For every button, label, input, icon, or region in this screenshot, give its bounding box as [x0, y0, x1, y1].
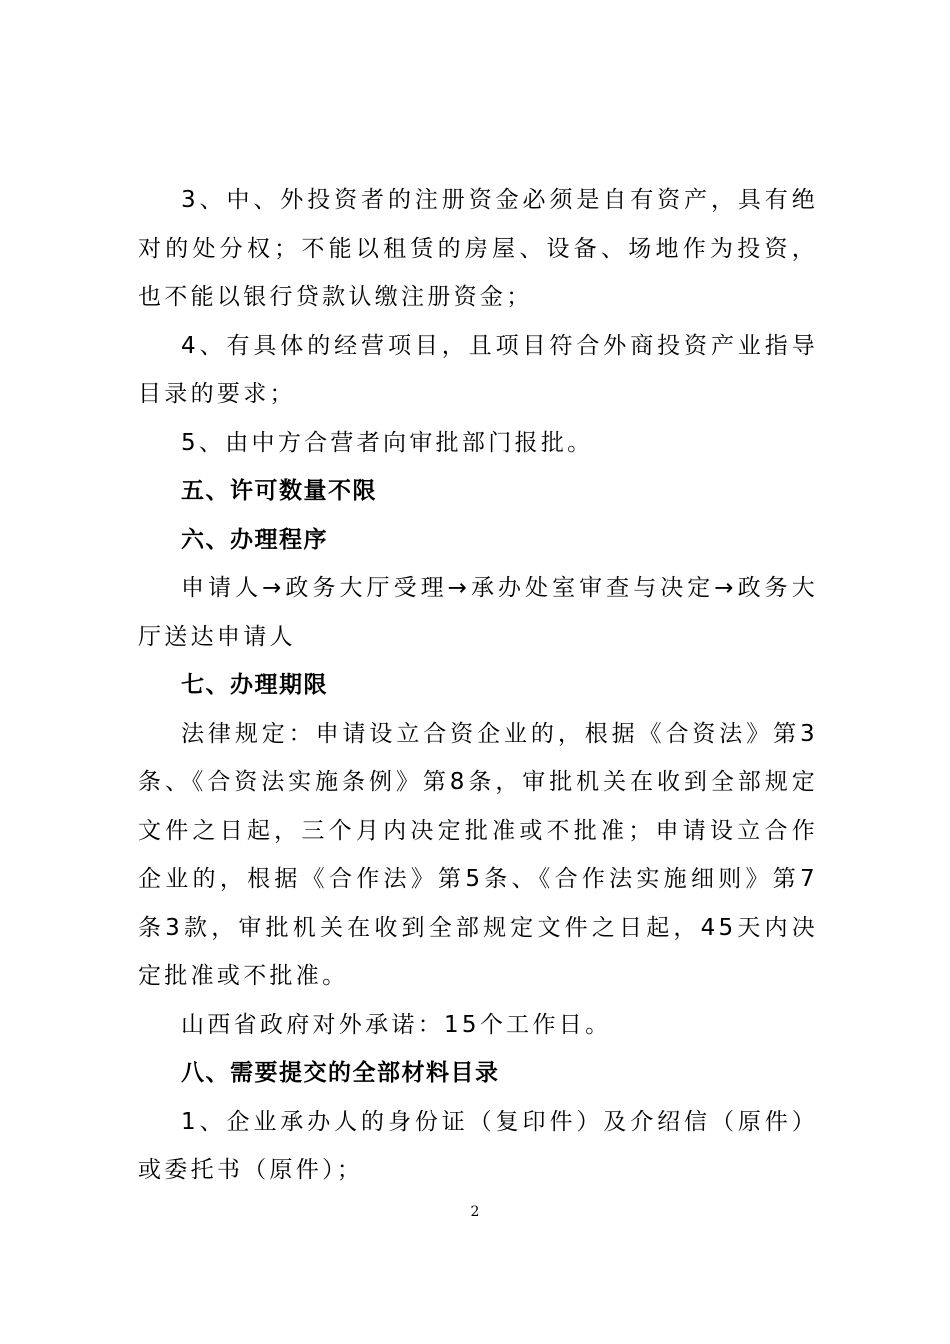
page-number: 2 — [470, 1204, 480, 1220]
paragraph-item-3-capital: 3、中、外投资者的注册资金必须是自有资产，具有绝对的处分权；不能以租赁的房屋、设备、场地作为投资，也不能以银行贷款认缴注册资金； — [138, 187, 818, 310]
heading-section-6: 六、办理程序 — [181, 526, 328, 553]
paragraph-item-5-approval: 5、由中方合营者向审批部门报批。 — [181, 429, 594, 456]
paragraph-provincial-commitment: 山西省政府对外承诺：15个工作日。 — [181, 1011, 612, 1038]
document-body — [138, 176, 818, 1195]
heading-section-5: 五、许可数量不限 — [181, 478, 377, 504]
paragraph-legal-deadline: 法律规定：申请设立合资企业的，根据《合资法》第3条、《合资法实施条例》第8条，审批机关在收到全部规定文件之日起，三个月内决定批准或不批准；申请设立合作企业的，根据《合作法》第5条、《合作法实施细则》第7条3款，审批机关在收到全部规定文件之日起，45天内决定批准或不批准。 — [138, 720, 818, 989]
heading-section-7: 七、办理期限 — [181, 672, 328, 698]
heading-section-8: 八、需要提交的全部材料目录 — [181, 1060, 500, 1086]
paragraph-procedure: 申请人→政务大厅受理→承办处室审查与决定→政务大厅送达申请人 — [138, 575, 818, 650]
paragraph-item-4-project: 4、有具体的经营项目，且项目符合外商投资产业指导目录的要求； — [138, 332, 818, 407]
paragraph-material-item-1: 1、企业承办人的身份证（复印件）及介绍信（原件）或委托书（原件）； — [138, 1108, 818, 1183]
